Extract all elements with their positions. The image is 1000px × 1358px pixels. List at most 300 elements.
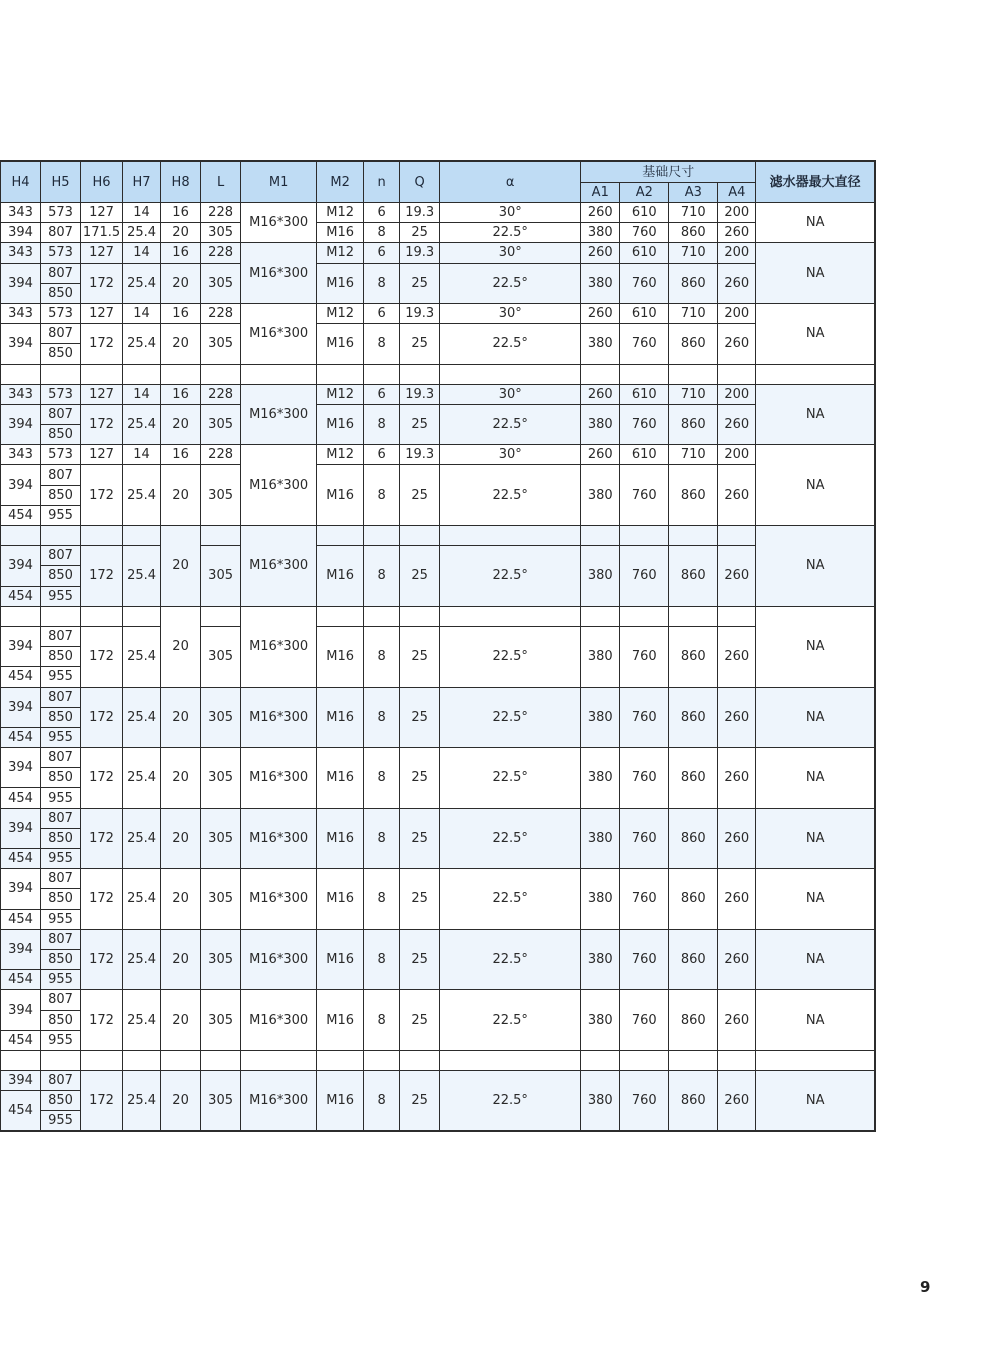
- table-cell: M16: [317, 263, 364, 303]
- table-cell: 228: [201, 303, 241, 323]
- table-cell: NA: [756, 526, 875, 607]
- table-body: [1, 203, 876, 1132]
- table-cell: 807: [41, 546, 81, 566]
- table-cell: [581, 526, 620, 546]
- table-cell: 172: [81, 929, 123, 990]
- table-cell: 807: [41, 223, 81, 243]
- table-cell: 260: [718, 990, 756, 1051]
- table-cell: [400, 364, 440, 384]
- table-cell: M12: [317, 243, 364, 263]
- table-cell: 955: [41, 788, 81, 808]
- table-cell: 30°: [440, 384, 581, 404]
- table-cell: 6: [364, 303, 400, 323]
- table-cell: 8: [364, 626, 400, 687]
- table-cell: 454: [1, 667, 41, 687]
- page-number: 9: [920, 1278, 931, 1296]
- table-cell: 850: [41, 949, 81, 969]
- table-cell: 228: [201, 243, 241, 263]
- table-cell: 200: [718, 203, 756, 223]
- table-cell: 860: [669, 1071, 718, 1132]
- header-foundation-group: 基础尺寸: [581, 161, 756, 183]
- table-cell: 8: [364, 223, 400, 243]
- table-cell: 172: [81, 869, 123, 930]
- table-cell: 16: [161, 303, 201, 323]
- table-row: [1, 384, 876, 404]
- table-cell: 760: [620, 929, 669, 990]
- table-row: [1, 869, 876, 889]
- table-cell: M16*300: [241, 687, 317, 748]
- table-cell: 30°: [440, 445, 581, 465]
- table-cell: 200: [718, 445, 756, 465]
- table-cell: [201, 606, 241, 626]
- table-cell: 860: [669, 990, 718, 1051]
- table-cell: M16*300: [241, 303, 317, 364]
- table-cell: 25: [400, 990, 440, 1051]
- table-cell: 305: [201, 404, 241, 444]
- table-cell: M16: [317, 546, 364, 607]
- table-cell: 25.4: [123, 404, 161, 444]
- table-cell: 25.4: [123, 1071, 161, 1132]
- table-cell: 25.4: [123, 869, 161, 930]
- table-cell: 20: [161, 687, 201, 748]
- table-cell: 850: [41, 647, 81, 667]
- table-cell: NA: [756, 303, 875, 364]
- table-cell: [317, 1050, 364, 1070]
- header-h8: H8: [161, 161, 201, 203]
- table-cell: 260: [718, 223, 756, 243]
- table-cell: 760: [620, 465, 669, 526]
- table-cell: NA: [756, 748, 875, 809]
- table-cell: 260: [581, 243, 620, 263]
- table-cell: [317, 526, 364, 546]
- table-cell: [201, 1050, 241, 1070]
- table-cell: 200: [718, 384, 756, 404]
- table-cell: 380: [581, 626, 620, 687]
- table-cell: 305: [201, 324, 241, 364]
- table-cell: 260: [718, 869, 756, 930]
- table-cell: 228: [201, 445, 241, 465]
- table-cell: 305: [201, 869, 241, 930]
- table-cell: 305: [201, 748, 241, 809]
- table-cell: [364, 526, 400, 546]
- table-cell: 760: [620, 1071, 669, 1132]
- table-cell: M12: [317, 384, 364, 404]
- table-cell: 19.3: [400, 203, 440, 223]
- table-cell: 25: [400, 1071, 440, 1132]
- table-row: [1, 1071, 876, 1091]
- table-cell: 343: [1, 203, 41, 223]
- table-cell: 172: [81, 404, 123, 444]
- table-cell: 22.5°: [440, 869, 581, 930]
- table-cell: [440, 526, 581, 546]
- table-cell: M12: [317, 445, 364, 465]
- table-cell: [669, 606, 718, 626]
- table-cell: 394: [1, 223, 41, 243]
- table-cell: 710: [669, 445, 718, 465]
- table-cell: 850: [41, 344, 81, 364]
- header-alpha: α: [440, 161, 581, 203]
- header-m1: M1: [241, 161, 317, 203]
- table-cell: 172: [81, 1071, 123, 1132]
- table-cell: 30°: [440, 243, 581, 263]
- table-cell: 305: [201, 929, 241, 990]
- table-cell: 25: [400, 324, 440, 364]
- table-row: [1, 465, 876, 485]
- table-cell: 20: [161, 324, 201, 364]
- table-cell: 380: [581, 1071, 620, 1132]
- table-cell: 8: [364, 687, 400, 748]
- table-cell: 14: [123, 243, 161, 263]
- table-cell: 20: [161, 526, 201, 607]
- table-cell: 394: [1, 263, 41, 303]
- header-n: n: [364, 161, 400, 203]
- table-row: [1, 303, 876, 323]
- table-cell: 305: [201, 990, 241, 1051]
- table-cell: 610: [620, 384, 669, 404]
- table-cell: 807: [41, 404, 81, 424]
- table-cell: [756, 364, 875, 384]
- table-cell: 30°: [440, 303, 581, 323]
- table-cell: 807: [41, 1071, 81, 1091]
- table-cell: 860: [669, 263, 718, 303]
- table-cell: 760: [620, 869, 669, 930]
- table-cell: [718, 606, 756, 626]
- table-row: [1, 445, 876, 465]
- table-cell: [241, 1050, 317, 1070]
- table-cell: [81, 526, 123, 546]
- table-cell: 19.3: [400, 303, 440, 323]
- table-cell: 394: [1, 324, 41, 364]
- table-cell: [81, 606, 123, 626]
- table-cell: 343: [1, 243, 41, 263]
- table-cell: 260: [718, 1071, 756, 1132]
- table-cell: 760: [620, 223, 669, 243]
- table-cell: 955: [41, 505, 81, 525]
- table-cell: 25: [400, 869, 440, 930]
- table-cell: 305: [201, 808, 241, 869]
- table-cell: [440, 606, 581, 626]
- table-cell: 380: [581, 404, 620, 444]
- table-cell: 20: [161, 404, 201, 444]
- table-cell: [400, 1050, 440, 1070]
- spec-table: [0, 160, 876, 1132]
- table-cell: 394: [1, 626, 41, 666]
- table-cell: 380: [581, 263, 620, 303]
- table-cell: 860: [669, 687, 718, 748]
- table-cell: 20: [161, 990, 201, 1051]
- table-cell: 380: [581, 687, 620, 748]
- table-row: [1, 526, 876, 546]
- table-cell: 25: [400, 546, 440, 607]
- table-cell: 25: [400, 465, 440, 526]
- table-row: [1, 929, 876, 949]
- table-cell: 860: [669, 869, 718, 930]
- table-cell: [317, 606, 364, 626]
- table-cell: NA: [756, 687, 875, 748]
- table-cell: 22.5°: [440, 1071, 581, 1132]
- table-cell: 850: [41, 283, 81, 303]
- table-row: [1, 404, 876, 424]
- table-row: [1, 687, 876, 707]
- table-cell: 171.5: [81, 223, 123, 243]
- table-cell: 760: [620, 687, 669, 748]
- table-cell: [123, 364, 161, 384]
- table-cell: 860: [669, 929, 718, 990]
- table-cell: 172: [81, 808, 123, 869]
- table-cell: 25.4: [123, 687, 161, 748]
- table-cell: 16: [161, 445, 201, 465]
- table-cell: 8: [364, 324, 400, 364]
- table-cell: 260: [718, 748, 756, 809]
- table-cell: 380: [581, 546, 620, 607]
- header-filter-max-diameter: 滤水器最大直径: [756, 161, 875, 203]
- table-cell: 19.3: [400, 445, 440, 465]
- table-cell: [41, 526, 81, 546]
- table-cell: [400, 526, 440, 546]
- table-row: [1, 324, 876, 344]
- table-cell: [440, 364, 581, 384]
- table-cell: 860: [669, 324, 718, 364]
- table-cell: 22.5°: [440, 223, 581, 243]
- table-cell: 454: [1, 1091, 41, 1131]
- table-cell: 22.5°: [440, 324, 581, 364]
- table-cell: 25: [400, 263, 440, 303]
- table-cell: 394: [1, 404, 41, 444]
- table-cell: 200: [718, 303, 756, 323]
- table-cell: 454: [1, 909, 41, 929]
- table-cell: 6: [364, 445, 400, 465]
- table-cell: 573: [41, 384, 81, 404]
- table-cell: M16: [317, 324, 364, 364]
- header-m2: M2: [317, 161, 364, 203]
- table-cell: 260: [718, 929, 756, 990]
- table-cell: 860: [669, 808, 718, 869]
- table-cell: 710: [669, 303, 718, 323]
- table-cell: M16*300: [241, 929, 317, 990]
- table-cell: 394: [1, 546, 41, 586]
- table-cell: [440, 1050, 581, 1070]
- table-row: [1, 364, 876, 384]
- table-cell: 394: [1, 748, 41, 788]
- table-cell: 807: [41, 324, 81, 344]
- table-row: [1, 546, 876, 566]
- table-cell: 25.4: [123, 748, 161, 809]
- table-cell: M16*300: [241, 526, 317, 607]
- table-cell: 25.4: [123, 626, 161, 687]
- table-cell: 860: [669, 404, 718, 444]
- table-cell: 260: [718, 404, 756, 444]
- table-cell: [718, 364, 756, 384]
- table-cell: 955: [41, 586, 81, 606]
- header-a2: A2: [620, 183, 669, 203]
- table-cell: 955: [41, 667, 81, 687]
- spec-table-container: [0, 160, 876, 1132]
- table-cell: 25.4: [123, 546, 161, 607]
- table-cell: 807: [41, 990, 81, 1010]
- table-cell: 850: [41, 425, 81, 445]
- table-cell: 454: [1, 727, 41, 747]
- table-cell: [201, 526, 241, 546]
- table-cell: 8: [364, 748, 400, 809]
- table-cell: 25: [400, 223, 440, 243]
- table-cell: 860: [669, 748, 718, 809]
- table-cell: 260: [718, 465, 756, 526]
- table-cell: M16: [317, 748, 364, 809]
- table-cell: 8: [364, 1071, 400, 1132]
- table-cell: 305: [201, 263, 241, 303]
- table-cell: 380: [581, 324, 620, 364]
- table-cell: 955: [41, 1030, 81, 1050]
- table-cell: 380: [581, 869, 620, 930]
- table-cell: [41, 1050, 81, 1070]
- table-cell: [41, 364, 81, 384]
- table-cell: 760: [620, 990, 669, 1051]
- table-cell: [41, 606, 81, 626]
- table-cell: 8: [364, 546, 400, 607]
- table-cell: 807: [41, 687, 81, 707]
- table-cell: M16*300: [241, 869, 317, 930]
- table-cell: [317, 364, 364, 384]
- table-cell: 8: [364, 465, 400, 526]
- table-cell: 610: [620, 303, 669, 323]
- table-cell: [620, 606, 669, 626]
- table-cell: [756, 1050, 875, 1070]
- table-cell: 573: [41, 203, 81, 223]
- table-cell: 573: [41, 303, 81, 323]
- table-cell: 394: [1, 1071, 41, 1091]
- table-cell: M12: [317, 303, 364, 323]
- table-cell: 260: [718, 687, 756, 748]
- table-cell: M16: [317, 223, 364, 243]
- table-cell: 22.5°: [440, 263, 581, 303]
- table-cell: [364, 1050, 400, 1070]
- table-cell: [123, 526, 161, 546]
- table-cell: 8: [364, 990, 400, 1051]
- table-row: [1, 748, 876, 768]
- table-cell: 343: [1, 445, 41, 465]
- table-cell: 955: [41, 970, 81, 990]
- table-cell: M16*300: [241, 203, 317, 243]
- table-cell: 8: [364, 929, 400, 990]
- table-cell: 14: [123, 303, 161, 323]
- table-cell: 8: [364, 263, 400, 303]
- table-cell: 20: [161, 869, 201, 930]
- table-cell: 710: [669, 384, 718, 404]
- table-cell: M16*300: [241, 606, 317, 687]
- table-cell: M16*300: [241, 748, 317, 809]
- table-cell: NA: [756, 384, 875, 445]
- table-cell: 127: [81, 445, 123, 465]
- table-cell: 172: [81, 748, 123, 809]
- table-cell: 454: [1, 586, 41, 606]
- table-cell: 19.3: [400, 384, 440, 404]
- table-cell: 305: [201, 626, 241, 687]
- header-a1: A1: [581, 183, 620, 203]
- table-cell: [123, 1050, 161, 1070]
- table-cell: 394: [1, 869, 41, 909]
- table-cell: 200: [718, 243, 756, 263]
- table-cell: M16: [317, 808, 364, 869]
- table-cell: M16: [317, 626, 364, 687]
- table-cell: 260: [581, 445, 620, 465]
- table-cell: 955: [41, 849, 81, 869]
- table-cell: 8: [364, 808, 400, 869]
- table-cell: [1, 526, 41, 546]
- table-cell: [1, 606, 41, 626]
- table-cell: 16: [161, 203, 201, 223]
- table-cell: M16: [317, 465, 364, 526]
- table-cell: 20: [161, 263, 201, 303]
- table-cell: NA: [756, 243, 875, 304]
- table-cell: [669, 364, 718, 384]
- table-row: [1, 626, 876, 646]
- table-cell: 25: [400, 404, 440, 444]
- table-cell: 6: [364, 384, 400, 404]
- table-row: [1, 606, 876, 626]
- table-cell: 305: [201, 465, 241, 526]
- table-cell: 20: [161, 808, 201, 869]
- table-cell: [581, 1050, 620, 1070]
- table-row: [1, 808, 876, 828]
- table-cell: [581, 364, 620, 384]
- table-cell: 25.4: [123, 808, 161, 869]
- table-cell: 260: [581, 303, 620, 323]
- table-cell: [620, 1050, 669, 1070]
- table-cell: 760: [620, 748, 669, 809]
- table-cell: NA: [756, 203, 875, 243]
- table-cell: M16: [317, 404, 364, 444]
- table-cell: [161, 364, 201, 384]
- table-cell: [161, 1050, 201, 1070]
- table-cell: 454: [1, 1030, 41, 1050]
- table-cell: 25: [400, 687, 440, 748]
- table-cell: 573: [41, 445, 81, 465]
- table-cell: M16: [317, 1071, 364, 1132]
- table-cell: 850: [41, 1091, 81, 1111]
- header-a4: A4: [718, 183, 756, 203]
- table-cell: 807: [41, 465, 81, 485]
- table-row: [1, 243, 876, 263]
- table-cell: 25: [400, 748, 440, 809]
- table-row: [1, 263, 876, 283]
- table-cell: 807: [41, 748, 81, 768]
- table-cell: 343: [1, 384, 41, 404]
- table-cell: 380: [581, 465, 620, 526]
- table-cell: 807: [41, 808, 81, 828]
- table-cell: 172: [81, 263, 123, 303]
- table-cell: 610: [620, 445, 669, 465]
- header-h7: H7: [123, 161, 161, 203]
- table-cell: M12: [317, 203, 364, 223]
- table-cell: [620, 364, 669, 384]
- table-cell: M16: [317, 929, 364, 990]
- table-cell: 172: [81, 546, 123, 607]
- table-cell: 760: [620, 626, 669, 687]
- table-cell: 172: [81, 990, 123, 1051]
- table-cell: 22.5°: [440, 465, 581, 526]
- table-cell: 860: [669, 465, 718, 526]
- table-cell: 955: [41, 1111, 81, 1131]
- table-cell: 380: [581, 990, 620, 1051]
- table-cell: 22.5°: [440, 687, 581, 748]
- header-q: Q: [400, 161, 440, 203]
- table-cell: M16: [317, 990, 364, 1051]
- table-cell: 850: [41, 1010, 81, 1030]
- table-cell: 380: [581, 748, 620, 809]
- table-cell: 25.4: [123, 465, 161, 526]
- table-cell: M16*300: [241, 384, 317, 445]
- table-cell: 394: [1, 929, 41, 969]
